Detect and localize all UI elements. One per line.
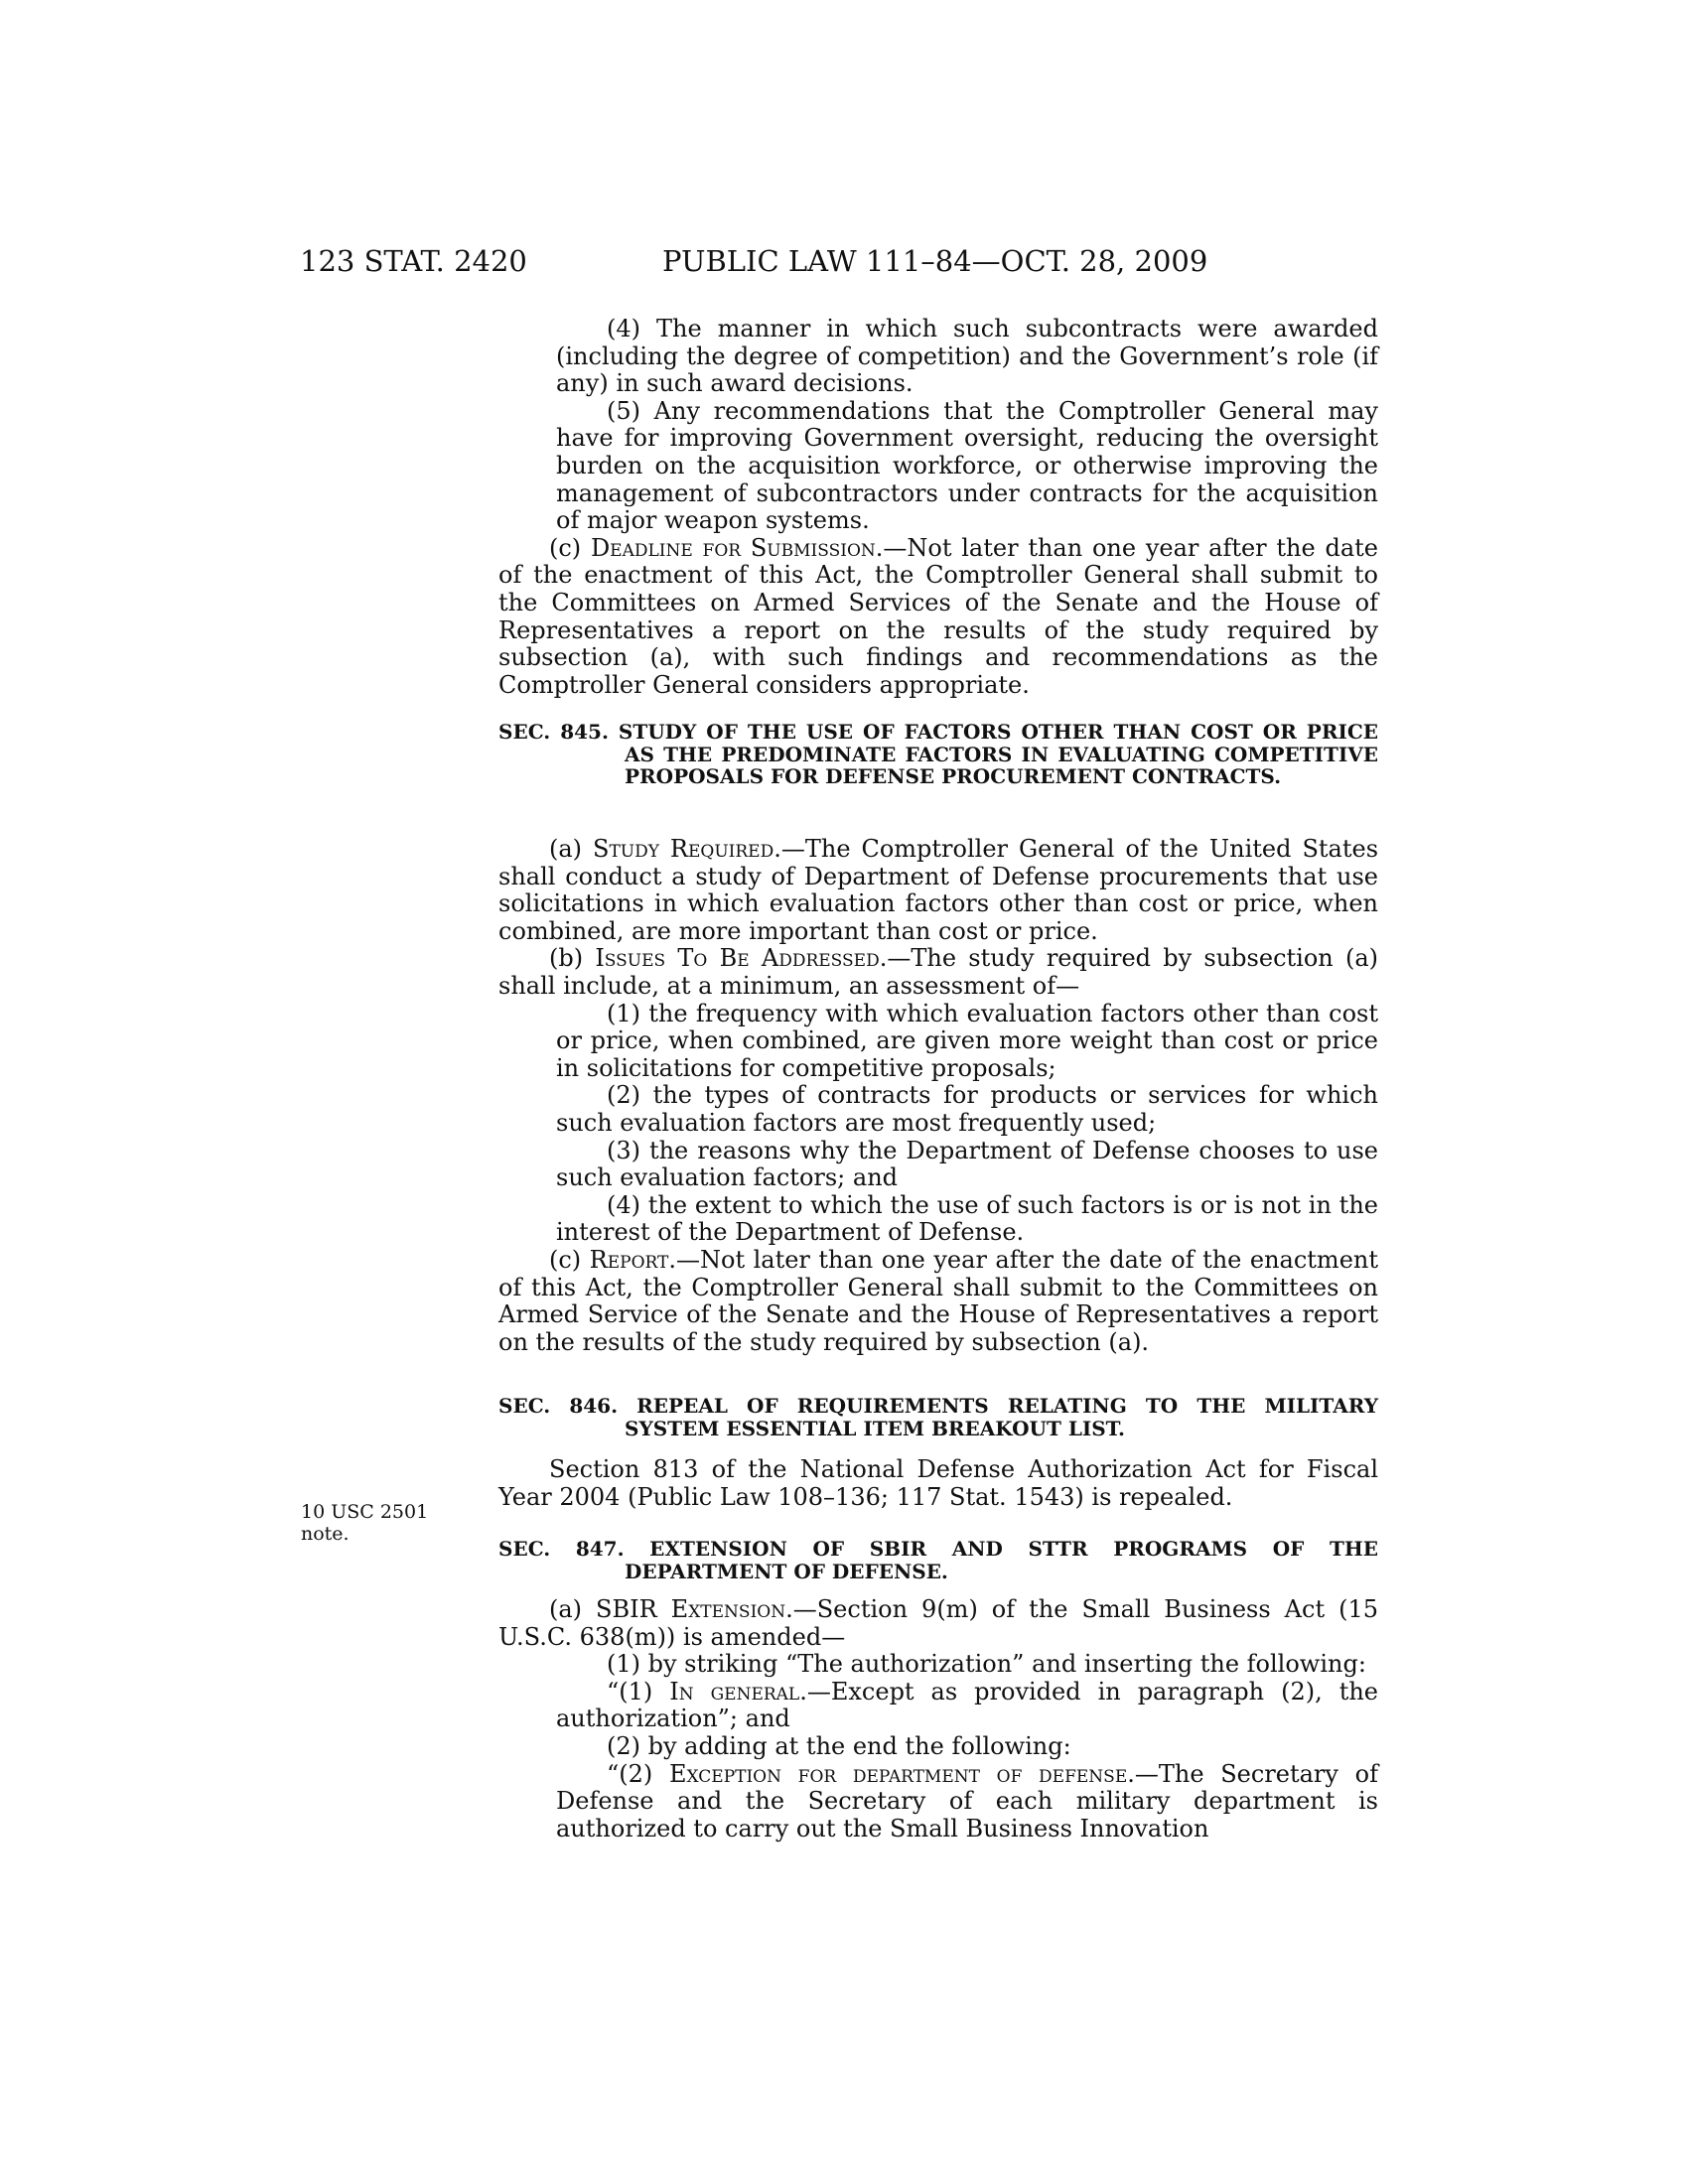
margin-note (301, 1501, 428, 1545)
sec845-heading-block (498, 721, 1378, 788)
sec844-item-4: (4) The manner in which such subcontracts were awarded (including the degree of competition) and the Government’s role (if any) in such award decisions. (556, 315, 1378, 398)
sec847-subsection-a: (a) SBIR Extension.—Section 9(m) of the Small Business Act (15 U.S.C. 638(m)) is amended— (498, 1595, 1379, 1651)
sec846-text: Section 813 of the National Defense Authorization Act for Fiscal Year 2004 (Public Law 108–136; 117 Stat. 1543) is repealed. (498, 1455, 1378, 1511)
sec845-b-item-3: (3) the reasons why the Department of Defense chooses to use such evaluation factors; and (556, 1136, 1378, 1192)
subsection-heading: Issues To Be Addressed (595, 944, 880, 973)
sec847-body (498, 1596, 1378, 1843)
sec844-continuation (498, 316, 1378, 699)
stat-page-number: 123 STAT. 2420 (300, 244, 527, 278)
sec847-quoted-paragraph-2: “(2) Exception for department of defense.—The Secretary of Defense and the Secretary of each military department is authorized to carry out the Small Business Innovation (556, 1759, 1378, 1843)
sec847-quoted-paragraph-1: “(1) In general.—Except as provided in paragraph (2), the authorization”; and (556, 1677, 1378, 1733)
paragraph-heading: Exception for department of defense (668, 1759, 1128, 1788)
sec845-b-item-1: (1) the frequency with which evaluation factors other than cost or price, when combined, are given more weight than cost or price in solicitations for competitive proposals; (556, 999, 1378, 1082)
sec845-b-item-2: (2) the types of contracts for products or services for which such evaluation factors are most frequently used; (556, 1081, 1378, 1137)
sec845-subsection-b: (b) Issues To Be Addressed.—The study required by subsection (a) shall include, at a minimum, an assessment of— (498, 944, 1379, 1000)
sec845-subsection-c: (c) Report.—Not later than one year after the date of the enactment of this Act, the Comptroller General shall submit to the Committees on Armed Service of the Senate and the House of Representatives a report on the results of the study required by subsection (a). (498, 1245, 1378, 1356)
subsection-heading: SBIR Extension (596, 1595, 786, 1623)
sec845-heading: SEC. 845. STUDY OF THE USE OF FACTORS OTHER THAN COST OR PRICE AS THE PREDOMINATE FACTORS IN EVALUATING COMPETITIVE PROPOSALS FOR DEFENSE PROCUREMENT CONTRACTS. (498, 720, 1378, 789)
sec844-item-5: (5) Any recommendations that the Comptroller General may have for improving Government oversight, reducing the oversight burden on the acquisition workforce, or otherwise improving the management of subcontractors under contracts for the acquisition of major weapon systems. (556, 396, 1378, 535)
sec846-body (498, 1456, 1378, 1511)
subsection-heading: Deadline for Submission (590, 533, 876, 562)
margin-note-label: note. (301, 1523, 350, 1545)
subsection-heading: Study Required (593, 835, 774, 863)
running-head-title: PUBLIC LAW 111–84—OCT. 28, 2009 (662, 244, 1208, 278)
sec847-a-item-1: (1) by striking “The authorization” and inserting the following: (607, 1650, 1366, 1679)
margin-note-citation: 10 USC 2501 (301, 1501, 429, 1523)
sec844-subsection-c: (c) Deadline for Submission.—Not later than one year after the date of the enactment of this Act, the Comptroller General shall submit to the Committees on Armed Services of the Senate and the House of Representatives a report on the results of the study required by subsection (a), with such findings and recommendations as the Comptroller General considers appropriate. (498, 533, 1379, 699)
page-header (0, 244, 1688, 284)
sec846-heading-block (498, 1395, 1378, 1439)
sec845-body (498, 836, 1378, 1356)
sec845-subsection-a: (a) Study Required.—The Comptroller General of the United States shall conduct a study of Department of Defense procurements that use solicitations in which evaluation factors other than cost or price, when combined, are more important than cost or price. (498, 835, 1379, 945)
sec847-a-item-2: (2) by adding at the end the following: (607, 1731, 1071, 1760)
sec845-b-item-4: (4) the extent to which the use of such factors is or is not in the interest of the Department of Defense. (556, 1190, 1378, 1247)
sec847-heading-block (498, 1538, 1378, 1582)
paragraph-heading: In general (669, 1677, 800, 1706)
sec846-heading: SEC. 846. REPEAL OF REQUIREMENTS RELATING TO THE MILITARY SYSTEM ESSENTIAL ITEM BREAKOUT LIST. (498, 1394, 1378, 1440)
subsection-heading: Report (589, 1245, 669, 1274)
sec847-heading: SEC. 847. EXTENSION OF SBIR AND STTR PROGRAMS OF THE DEPARTMENT OF DEFENSE. (498, 1537, 1378, 1583)
